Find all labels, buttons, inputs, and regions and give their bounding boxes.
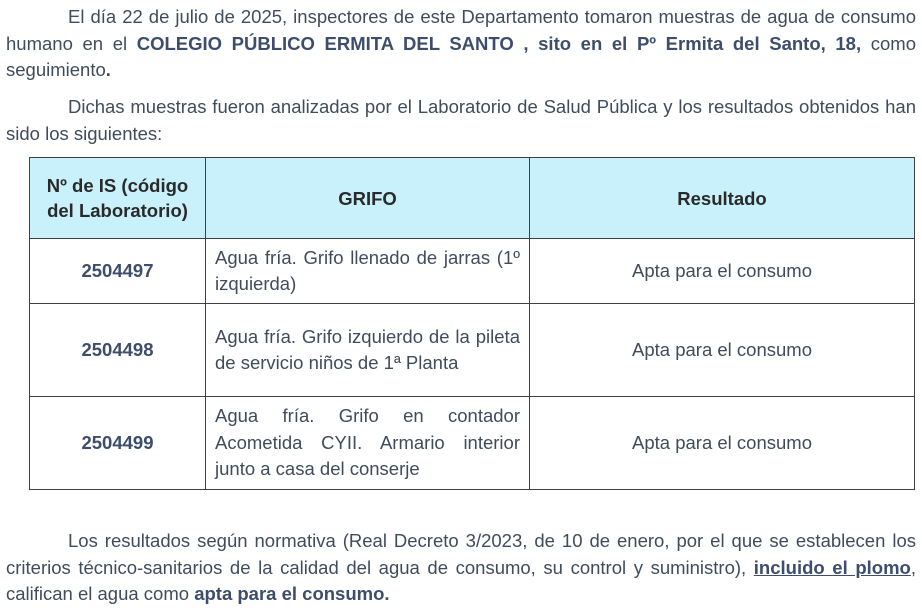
conclusion-paragraph [6, 528, 916, 608]
header-code: Nº de IS (código del Laboratorio) [30, 158, 206, 239]
intro-text-end: como seguimiento [6, 32, 916, 80]
table-row [30, 304, 915, 397]
header-result: Resultado [530, 158, 915, 239]
lead-included-note: incluido el plomo [753, 556, 911, 578]
school-name: COLEGIO PÚBLICO ERMITA DEL SANTO , sito en el Pº Ermita del Santo, 18, [136, 32, 862, 54]
table-header-row [30, 158, 915, 239]
tap-description: Agua fría. Grifo llenado de jarras (1º izquierda) [206, 239, 530, 304]
results-table [29, 157, 915, 490]
header-grifo: GRIFO [206, 158, 530, 239]
sample-result: Apta para el consumo [530, 397, 915, 490]
tap-description: Agua fría. Grifo en contador Acometida CYII. Armario interior junto a casa del conserje [206, 397, 530, 490]
intro-text: El día 22 de julio de 2025, inspectores de este Departamento tomaron muestras de agua de consumo humano en el [6, 6, 916, 54]
sample-code: 2504499 [30, 397, 206, 490]
verdict: apta para el consumo. [194, 583, 390, 604]
intro-period: . [105, 59, 111, 80]
sample-code: 2504498 [30, 304, 206, 397]
sample-result: Apta para el consumo [530, 304, 915, 397]
table-row [30, 239, 915, 304]
table-row [30, 397, 915, 490]
conclusion-text-mid: , califican el agua como [6, 556, 916, 604]
intro-paragraph [6, 4, 916, 84]
conclusion-text: Los resultados según normativa (Real Decreto 3/2023, de 10 de enero, por el que se establecen los criterios técnico-sanitarios de la calidad del agua de consumo, su control y suministro), [6, 530, 916, 578]
analysis-paragraph: Dichas muestras fueron analizadas por el Laboratorio de Salud Pública y los resultados obtenidos han sido los siguientes: [6, 96, 916, 144]
sample-result: Apta para el consumo [530, 239, 915, 304]
tap-description: Agua fría. Grifo izquierdo de la pileta de servicio niños de 1ª Planta [206, 304, 530, 397]
sample-code: 2504497 [30, 239, 206, 304]
